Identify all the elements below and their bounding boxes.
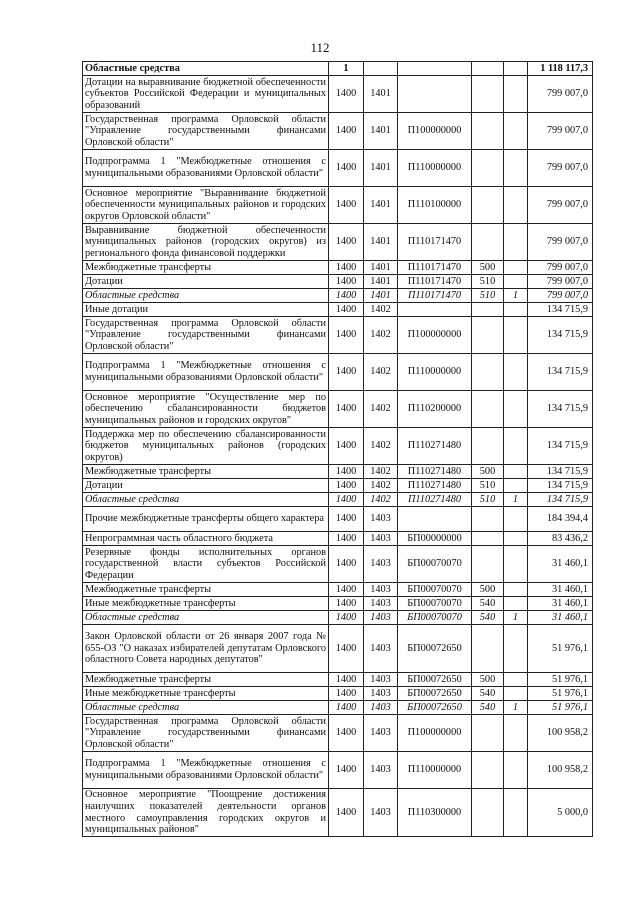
- cell-source: [504, 532, 528, 546]
- cell-name: Областные средства: [83, 493, 329, 507]
- cell-subsection: 1402: [364, 391, 398, 428]
- cell-expense-type: 510: [472, 289, 504, 303]
- cell-name: Подпрограмма 1 "Межбюджетные отношения с муниципальными образованиями Орловской области": [83, 752, 329, 789]
- cell-amount: 799 007,0: [528, 76, 593, 113]
- cell-target-article: П100000000: [398, 317, 472, 354]
- table-row: [83, 532, 593, 546]
- cell-amount: 134 715,9: [528, 317, 593, 354]
- cell-source: [504, 625, 528, 673]
- cell-amount: 799 007,0: [528, 289, 593, 303]
- cell-amount: 134 715,9: [528, 493, 593, 507]
- cell-amount: 799 007,0: [528, 150, 593, 187]
- cell-section: 1400: [329, 354, 364, 391]
- cell-section: 1400: [329, 532, 364, 546]
- cell-target-article: П110271480: [398, 493, 472, 507]
- cell-name: Выравнивание бюджетной обеспеченности муниципальных районов (городских округов) из регионального фонда финансовой поддержки: [83, 224, 329, 261]
- cell-source: [504, 391, 528, 428]
- cell-amount: 31 460,1: [528, 597, 593, 611]
- table-row: [83, 611, 593, 625]
- cell-target-article: П110000000: [398, 354, 472, 391]
- cell-amount: 51 976,1: [528, 625, 593, 673]
- cell-expense-type: [472, 150, 504, 187]
- cell-name: Межбюджетные трансферты: [83, 261, 329, 275]
- cell-section: 1400: [329, 391, 364, 428]
- cell-section: 1400: [329, 76, 364, 113]
- cell-name: Дотации: [83, 275, 329, 289]
- cell-section: 1400: [329, 493, 364, 507]
- cell-source: [504, 465, 528, 479]
- cell-source: [504, 507, 528, 532]
- cell-subsection: 1401: [364, 187, 398, 224]
- cell-amount: 83 436,2: [528, 532, 593, 546]
- cell-name: Иные межбюджетные трансферты: [83, 687, 329, 701]
- cell-section: 1400: [329, 546, 364, 583]
- cell-expense-type: [472, 789, 504, 837]
- cell-target-article: П110200000: [398, 391, 472, 428]
- table-row: [83, 597, 593, 611]
- cell-section: 1400: [329, 673, 364, 687]
- cell-target-article: П110171470: [398, 261, 472, 275]
- cell-target-article: П100000000: [398, 113, 472, 150]
- table-row: [83, 275, 593, 289]
- cell-amount: 799 007,0: [528, 261, 593, 275]
- cell-subsection: 1403: [364, 789, 398, 837]
- cell-expense-type: [472, 625, 504, 673]
- table-body: [83, 62, 593, 837]
- cell-section: 1400: [329, 687, 364, 701]
- cell-source: [504, 583, 528, 597]
- table-row: [83, 493, 593, 507]
- cell-name: Дотации на выравнивание бюджетной обеспеченности субъектов Российской Федерации и муниципальных образований: [83, 76, 329, 113]
- cell-name: Основное мероприятие "Осуществление мер по обеспечению сбалансированности бюджетов муниципальных районов и городских округов": [83, 391, 329, 428]
- cell-section: 1400: [329, 317, 364, 354]
- cell-expense-type: 510: [472, 493, 504, 507]
- cell-expense-type: 540: [472, 687, 504, 701]
- cell-amount: 134 715,9: [528, 465, 593, 479]
- table-row: [83, 113, 593, 150]
- cell-subsection: 1401: [364, 113, 398, 150]
- cell-subsection: 1401: [364, 76, 398, 113]
- cell-target-article: П110000000: [398, 150, 472, 187]
- table-row: [83, 428, 593, 465]
- cell-source: [504, 687, 528, 701]
- cell-name: Прочие межбюджетные трансферты общего характера: [83, 507, 329, 532]
- cell-subsection: 1402: [364, 465, 398, 479]
- cell-target-article: П110171470: [398, 224, 472, 261]
- cell-name: Областные средства: [83, 611, 329, 625]
- cell-subsection: 1403: [364, 583, 398, 597]
- cell-source: [504, 62, 528, 76]
- table-row: [83, 687, 593, 701]
- cell-expense-type: [472, 532, 504, 546]
- cell-target-article: П110100000: [398, 187, 472, 224]
- cell-expense-type: 510: [472, 275, 504, 289]
- cell-source: 1: [504, 289, 528, 303]
- cell-subsection: 1401: [364, 150, 398, 187]
- cell-target-article: [398, 62, 472, 76]
- cell-expense-type: 540: [472, 597, 504, 611]
- table-row: [83, 150, 593, 187]
- cell-expense-type: [472, 62, 504, 76]
- cell-name: Государственная программа Орловской области "Управление государственными финансами Орловской области": [83, 715, 329, 752]
- cell-expense-type: [472, 303, 504, 317]
- cell-source: [504, 597, 528, 611]
- table-row: [83, 303, 593, 317]
- cell-expense-type: [472, 224, 504, 261]
- cell-subsection: 1403: [364, 715, 398, 752]
- cell-amount: 100 958,2: [528, 752, 593, 789]
- cell-subsection: 1401: [364, 275, 398, 289]
- cell-name: Иные межбюджетные трансферты: [83, 597, 329, 611]
- table-row: [83, 317, 593, 354]
- cell-amount: 799 007,0: [528, 113, 593, 150]
- table-row: [83, 261, 593, 275]
- cell-expense-type: 500: [472, 673, 504, 687]
- cell-subsection: 1403: [364, 532, 398, 546]
- cell-section: 1400: [329, 597, 364, 611]
- table-row: [83, 673, 593, 687]
- cell-expense-type: [472, 187, 504, 224]
- cell-name: Межбюджетные трансферты: [83, 583, 329, 597]
- cell-subsection: 1403: [364, 687, 398, 701]
- cell-target-article: П110271480: [398, 465, 472, 479]
- cell-name: Иные дотации: [83, 303, 329, 317]
- cell-target-article: П110271480: [398, 479, 472, 493]
- cell-amount: 799 007,0: [528, 275, 593, 289]
- cell-expense-type: 500: [472, 583, 504, 597]
- cell-name: Областные средства: [83, 701, 329, 715]
- cell-section: 1400: [329, 507, 364, 532]
- cell-amount: 134 715,9: [528, 354, 593, 391]
- cell-source: [504, 261, 528, 275]
- cell-source: 1: [504, 701, 528, 715]
- cell-amount: 184 394,4: [528, 507, 593, 532]
- cell-target-article: БП00070070: [398, 597, 472, 611]
- table-row: [83, 76, 593, 113]
- cell-section: 1400: [329, 465, 364, 479]
- cell-section: 1400: [329, 224, 364, 261]
- cell-target-article: П110271480: [398, 428, 472, 465]
- cell-amount: 100 958,2: [528, 715, 593, 752]
- cell-expense-type: [472, 428, 504, 465]
- cell-amount: 134 715,9: [528, 479, 593, 493]
- cell-amount: 799 007,0: [528, 224, 593, 261]
- cell-subsection: 1403: [364, 701, 398, 715]
- table-row: [83, 187, 593, 224]
- cell-expense-type: [472, 507, 504, 532]
- cell-source: [504, 428, 528, 465]
- cell-amount: 31 460,1: [528, 583, 593, 597]
- cell-section: 1400: [329, 113, 364, 150]
- cell-target-article: П110300000: [398, 789, 472, 837]
- cell-expense-type: [472, 317, 504, 354]
- cell-source: [504, 479, 528, 493]
- table-row: [83, 62, 593, 76]
- cell-target-article: П110171470: [398, 275, 472, 289]
- cell-target-article: П110000000: [398, 752, 472, 789]
- cell-subsection: 1402: [364, 317, 398, 354]
- cell-target-article: БП00072650: [398, 687, 472, 701]
- cell-amount: 1 118 117,3: [528, 62, 593, 76]
- cell-target-article: [398, 303, 472, 317]
- cell-name: Дотации: [83, 479, 329, 493]
- table-row: [83, 354, 593, 391]
- cell-expense-type: [472, 76, 504, 113]
- cell-section: 1400: [329, 715, 364, 752]
- cell-target-article: БП00072650: [398, 673, 472, 687]
- cell-source: [504, 113, 528, 150]
- cell-amount: 51 976,1: [528, 673, 593, 687]
- cell-section: 1400: [329, 479, 364, 493]
- cell-source: 1: [504, 493, 528, 507]
- cell-expense-type: [472, 752, 504, 789]
- cell-name: Межбюджетные трансферты: [83, 673, 329, 687]
- cell-target-article: [398, 507, 472, 532]
- cell-subsection: 1401: [364, 289, 398, 303]
- cell-target-article: БП00070070: [398, 583, 472, 597]
- cell-expense-type: [472, 113, 504, 150]
- cell-section: 1400: [329, 789, 364, 837]
- cell-amount: 31 460,1: [528, 611, 593, 625]
- cell-subsection: 1403: [364, 597, 398, 611]
- cell-subsection: 1403: [364, 507, 398, 532]
- table-row: [83, 289, 593, 303]
- cell-section: 1400: [329, 261, 364, 275]
- cell-subsection: 1403: [364, 673, 398, 687]
- cell-name: Закон Орловской области от 26 января 2007 года № 655-ОЗ "О наказах избирателей депутатам Орловского областного Совета народных депутатов": [83, 625, 329, 673]
- cell-name: Поддержка мер по обеспечению сбалансированности бюджетов муниципальных районов (городских округов): [83, 428, 329, 465]
- cell-expense-type: 540: [472, 701, 504, 715]
- table-row: [83, 391, 593, 428]
- table-row: [83, 701, 593, 715]
- table-row: [83, 465, 593, 479]
- cell-source: [504, 76, 528, 113]
- cell-expense-type: [472, 391, 504, 428]
- cell-expense-type: 500: [472, 261, 504, 275]
- cell-expense-type: 500: [472, 465, 504, 479]
- cell-section: 1400: [329, 625, 364, 673]
- table-row: [83, 479, 593, 493]
- budget-table: [82, 61, 593, 837]
- cell-source: [504, 354, 528, 391]
- cell-subsection: 1402: [364, 479, 398, 493]
- cell-target-article: БП00000000: [398, 532, 472, 546]
- cell-source: [504, 275, 528, 289]
- cell-amount: 134 715,9: [528, 428, 593, 465]
- cell-name: Областные средства: [83, 62, 329, 76]
- cell-expense-type: [472, 715, 504, 752]
- cell-name: Межбюджетные трансферты: [83, 465, 329, 479]
- cell-section: 1400: [329, 150, 364, 187]
- cell-subsection: 1403: [364, 611, 398, 625]
- cell-name: Резервные фонды исполнительных органов государственной власти субъектов Российской Федерации: [83, 546, 329, 583]
- cell-target-article: БП00072650: [398, 701, 472, 715]
- cell-target-article: БП00072650: [398, 625, 472, 673]
- cell-name: Государственная программа Орловской области "Управление государственными финансами Орловской области": [83, 113, 329, 150]
- table-row: [83, 507, 593, 532]
- cell-source: [504, 303, 528, 317]
- cell-section: 1400: [329, 701, 364, 715]
- cell-source: [504, 715, 528, 752]
- cell-name: Основное мероприятие "Выравнивание бюджетной обеспеченности муниципальных районов и городских округов Орловской области": [83, 187, 329, 224]
- cell-subsection: 1401: [364, 261, 398, 275]
- cell-subsection: 1402: [364, 354, 398, 391]
- cell-amount: 134 715,9: [528, 303, 593, 317]
- cell-amount: 51 976,1: [528, 701, 593, 715]
- cell-section: 1400: [329, 583, 364, 597]
- table-row: [83, 583, 593, 597]
- cell-section: 1400: [329, 289, 364, 303]
- cell-subsection: 1402: [364, 303, 398, 317]
- cell-amount: 134 715,9: [528, 391, 593, 428]
- page-number: 112: [310, 40, 330, 55]
- cell-section: 1400: [329, 275, 364, 289]
- cell-amount: 5 000,0: [528, 789, 593, 837]
- table-row: [83, 625, 593, 673]
- cell-expense-type: 540: [472, 611, 504, 625]
- cell-name: Государственная программа Орловской области "Управление государственными финансами Орловской области": [83, 317, 329, 354]
- cell-target-article: П100000000: [398, 715, 472, 752]
- table-row: [83, 752, 593, 789]
- cell-source: [504, 789, 528, 837]
- cell-subsection: 1403: [364, 625, 398, 673]
- cell-source: [504, 187, 528, 224]
- cell-amount: 799 007,0: [528, 187, 593, 224]
- table-row: [83, 715, 593, 752]
- cell-section: 1400: [329, 303, 364, 317]
- cell-source: [504, 673, 528, 687]
- cell-section: 1400: [329, 752, 364, 789]
- cell-source: [504, 752, 528, 789]
- cell-name: Областные средства: [83, 289, 329, 303]
- cell-name: Подпрограмма 1 "Межбюджетные отношения с муниципальными образованиями Орловской области": [83, 150, 329, 187]
- cell-section: 1400: [329, 428, 364, 465]
- cell-amount: 31 460,1: [528, 546, 593, 583]
- cell-subsection: 1401: [364, 224, 398, 261]
- cell-expense-type: 510: [472, 479, 504, 493]
- cell-target-article: БП00070070: [398, 611, 472, 625]
- cell-source: [504, 224, 528, 261]
- cell-subsection: 1403: [364, 546, 398, 583]
- cell-subsection: [364, 62, 398, 76]
- cell-section: 1400: [329, 611, 364, 625]
- cell-source: [504, 150, 528, 187]
- cell-name: Непрограммная часть областного бюджета: [83, 532, 329, 546]
- cell-subsection: 1403: [364, 752, 398, 789]
- cell-subsection: 1402: [364, 428, 398, 465]
- cell-source: [504, 546, 528, 583]
- cell-expense-type: [472, 546, 504, 583]
- cell-expense-type: [472, 354, 504, 391]
- cell-target-article: БП00070070: [398, 546, 472, 583]
- cell-amount: 51 976,1: [528, 687, 593, 701]
- cell-name: Основное мероприятие "Поощрение достижения наилучших показателей деятельности органов местного самоуправления городских округов и муниципальных районов": [83, 789, 329, 837]
- cell-target-article: П110171470: [398, 289, 472, 303]
- cell-section: 1: [329, 62, 364, 76]
- cell-section: 1400: [329, 187, 364, 224]
- cell-target-article: [398, 76, 472, 113]
- cell-subsection: 1402: [364, 493, 398, 507]
- table-row: [83, 546, 593, 583]
- table-row: [83, 224, 593, 261]
- table-row: [83, 789, 593, 837]
- cell-name: Подпрограмма 1 "Межбюджетные отношения с муниципальными образованиями Орловской области": [83, 354, 329, 391]
- cell-source: [504, 317, 528, 354]
- cell-source: 1: [504, 611, 528, 625]
